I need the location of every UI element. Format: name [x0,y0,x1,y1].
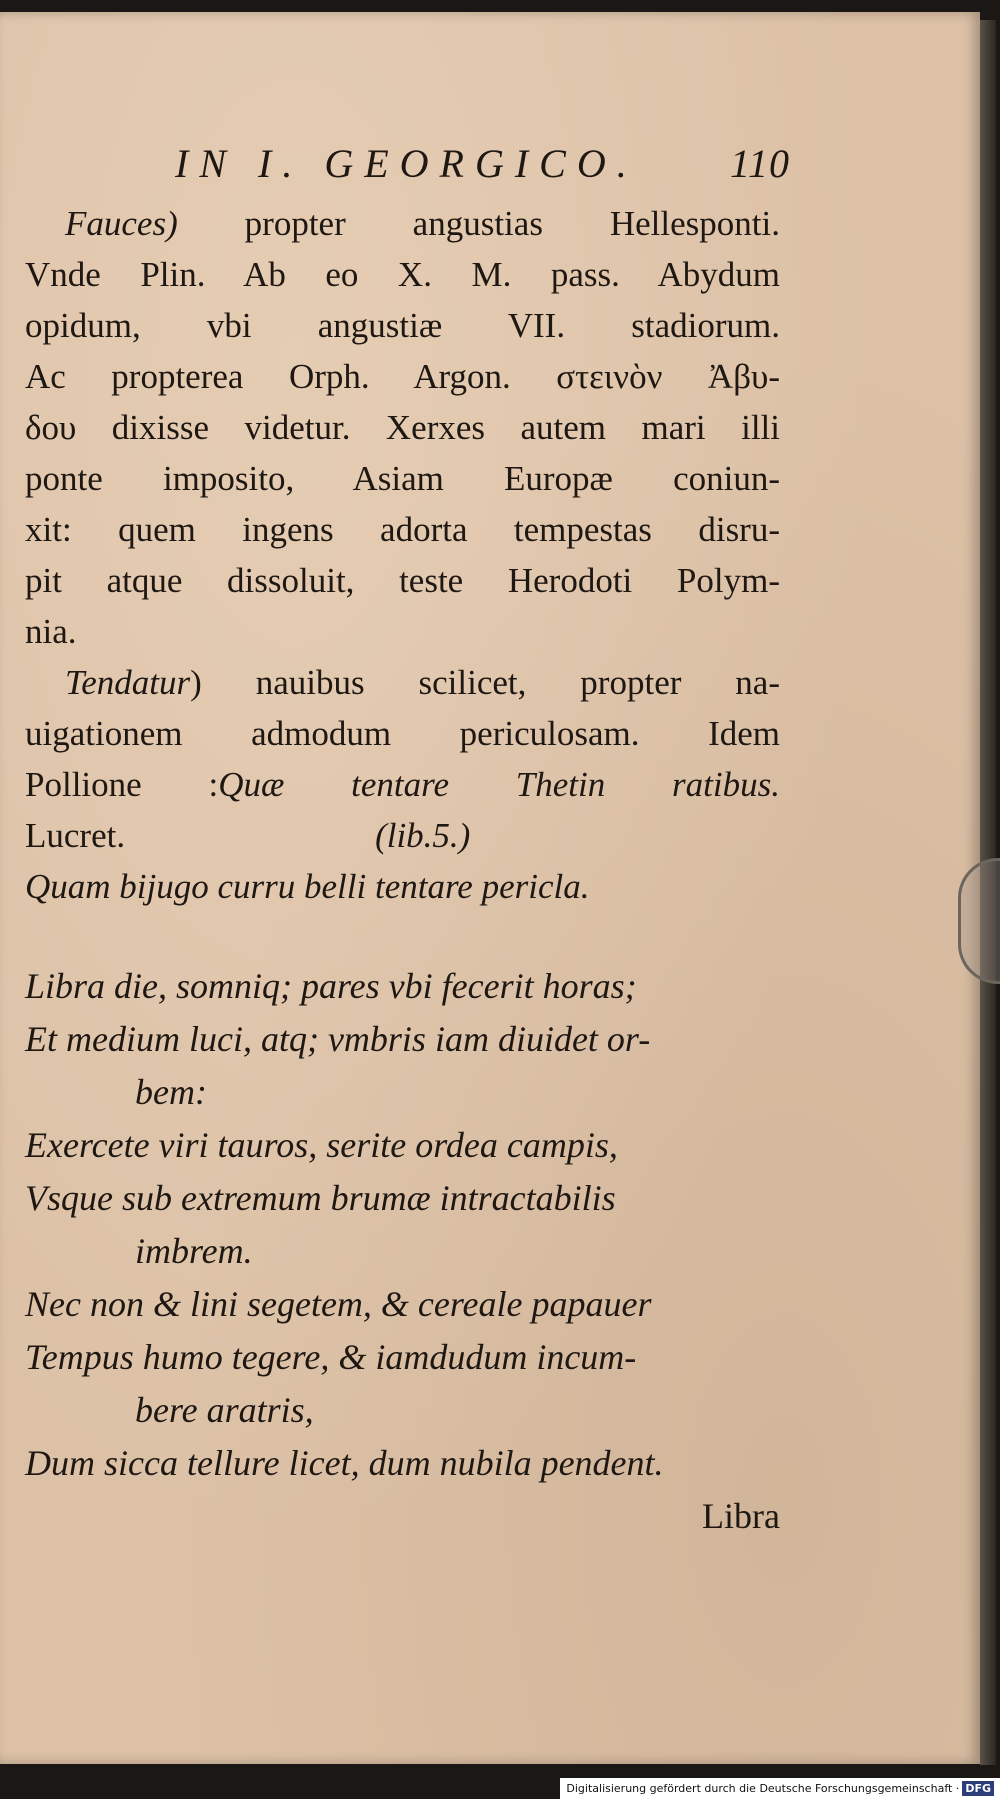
commentary-line: Ac propterea Orph. Argon. στεινὸν Ἀβυ- [25,357,780,396]
commentary-line: opidum, vbi angustiæ VII. stadiorum. [25,306,780,345]
commentary-line [25,657,780,708]
commentary-text: ) nauibus scilicet, propter na- [190,663,780,702]
commentary-line [25,198,780,249]
verse-line: Libra die, somniq; pares vbi fecerit horas; [25,966,637,1006]
verse-line: bem: [135,1072,207,1112]
book-page [0,12,980,1764]
verse-line: Vsque sub extremum brumæ intractabilis [25,1178,616,1218]
lemma: Fauces) [65,204,178,243]
commentary-line: δου dixisse videtur. Xerxes autem mari illi [25,408,780,447]
verse-line: Nec non & lini segetem, & cereale papauer [25,1284,652,1324]
commentary-line: Vnde Plin. Ab eo X. M. pass. Abydum [25,255,780,294]
lemma: Tendatur [65,663,191,702]
catchword: Libra [702,1496,780,1536]
verse-line: Exercete viri tauros, serite ordea campis, [25,1125,618,1165]
commentary-text: Pollione : [25,765,219,804]
running-header [175,140,790,192]
digitization-credit [560,1778,1000,1799]
verse-line: Dum sicca tellure licet, dum nubila pendent. [25,1443,664,1483]
verse-line: imbrem. [135,1231,253,1271]
commentary-line [25,810,780,861]
dfg-logo: DFG [962,1781,994,1796]
spacer [25,912,780,960]
citation: (lib.5.) [375,816,471,855]
verse-block [25,960,780,1543]
running-title: IN I. GEORGICO. [175,141,638,186]
text-block [25,198,780,1543]
verse-line: Tempus humo tegere, & iamdudum incum- [25,1337,637,1377]
commentary-text: Lucret. [25,816,126,855]
commentary-line [25,759,780,810]
quotation-line: Quam bijugo curru belli tentare pericla. [25,867,590,906]
commentary-line: xit: quem ingens adorta tempestas disru- [25,510,780,549]
commentary-line: pit atque dissoluit, teste Herodoti Polym- [25,561,780,600]
page-clasp [958,858,1000,984]
verse-line: Et medium luci, atq; vmbris iam diuidet or- [25,1019,651,1059]
commentary-line: nia. [25,612,77,651]
page-number: 110 [729,141,790,186]
commentary-text: propter angustias Hellesponti. [177,204,780,243]
commentary-line: ponte imposito, Asiam Europæ coniun- [25,459,780,498]
commentary-line: uigationem admodum periculosam. Idem [25,714,780,753]
verse-line: bere aratris, [135,1390,314,1430]
quotation: Quæ tentare Thetin ratibus. [218,765,780,804]
credit-text: Digitalisierung gefördert durch die Deutsche Forschungsgemeinschaft · [566,1782,960,1795]
